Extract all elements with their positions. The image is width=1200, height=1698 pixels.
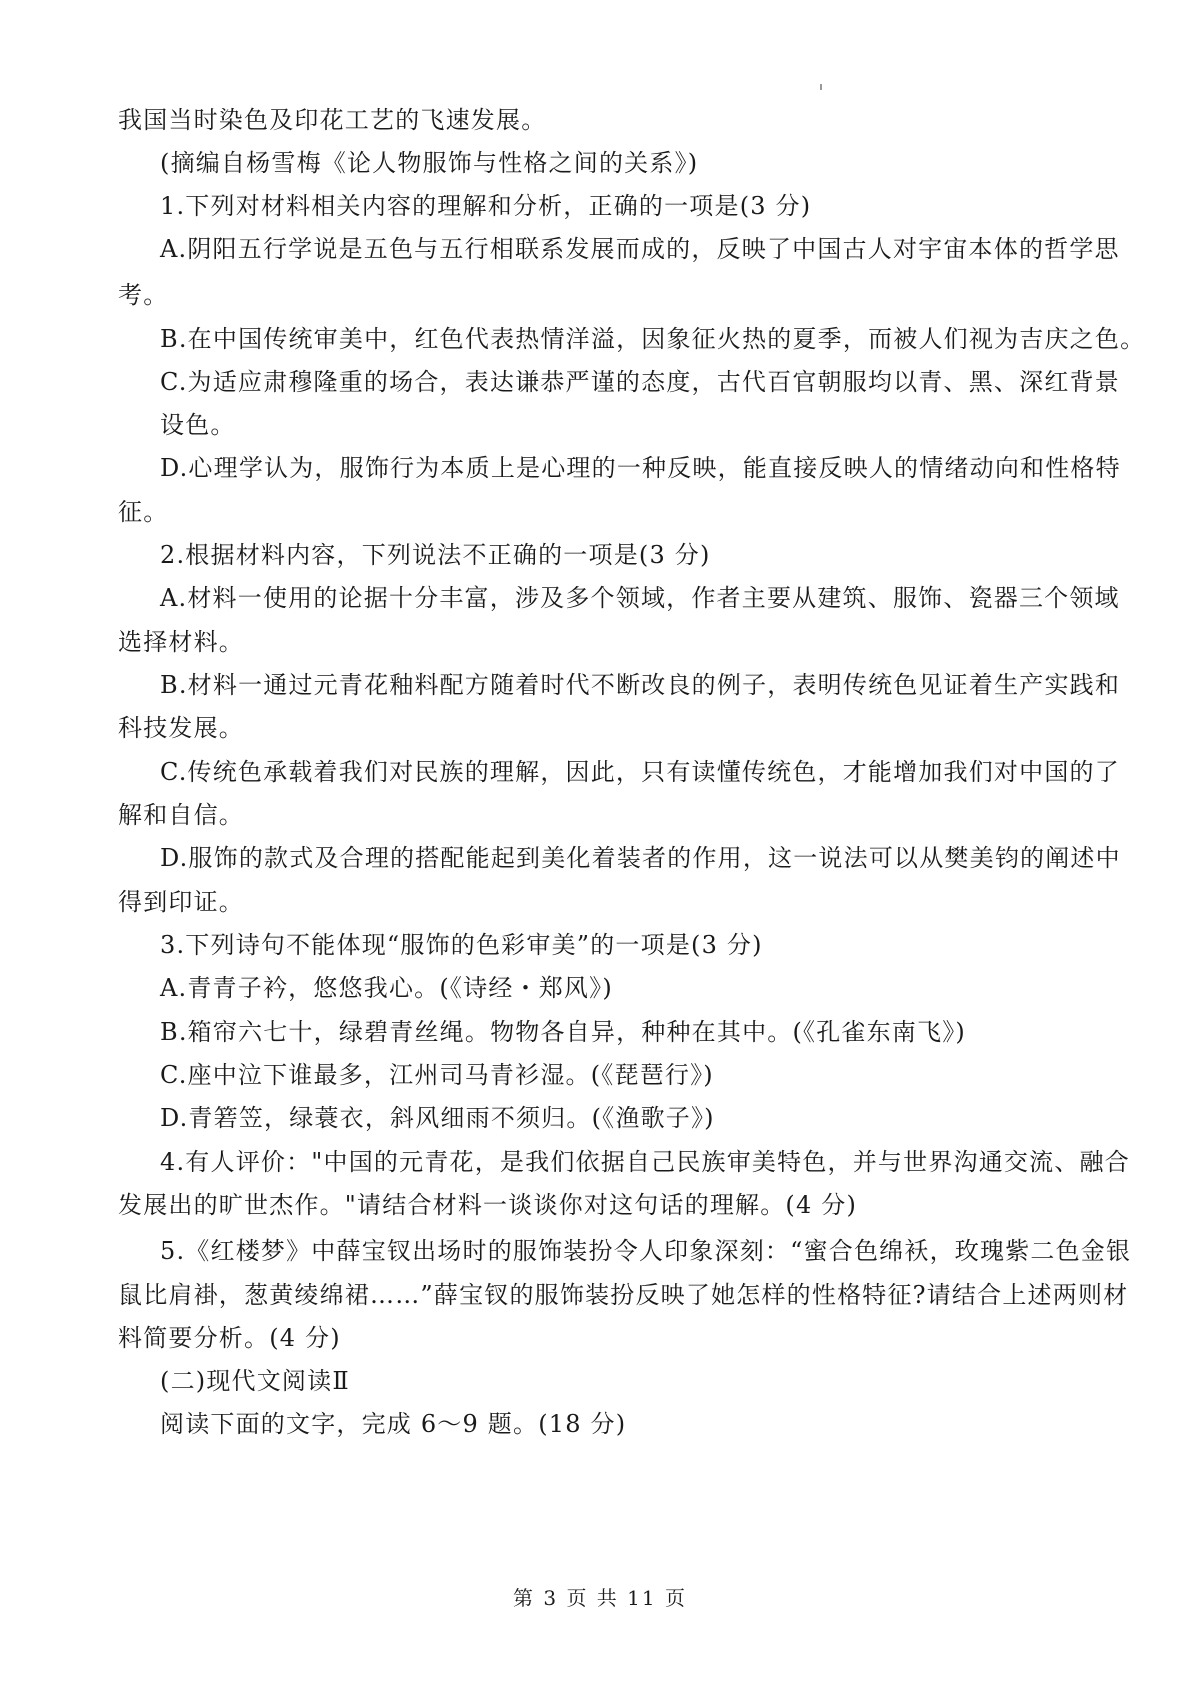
question-2-stem: 2.根据材料内容，下列说法不正确的一项是(3 分) xyxy=(160,541,711,569)
text-line: 我国当时染色及印花工艺的飞速发展。 xyxy=(118,106,547,134)
page-footer: 第 3 页 共 11 页 xyxy=(513,1586,687,1610)
question-5-stem-cont: 鼠比肩褂，葱黄绫绵裙……”薛宝钗的服饰装扮反映了她怎样的性格特征?请结合上述两则材 xyxy=(118,1281,1129,1309)
question-3-option-c: C.座中泣下谁最多，江州司马青衫湿。(《琵琶行》) xyxy=(160,1061,714,1089)
question-2-option-c: C.传统色承载着我们对民族的理解，因此，只有读懂传统色，才能增加我们对中国的了 xyxy=(160,758,1120,786)
question-2-option-c-cont: 解和自信。 xyxy=(118,801,244,829)
question-2-option-b: B.材料一通过元青花釉料配方随着时代不断改良的例子，表明传统色见证着生产实践和 xyxy=(160,671,1121,699)
question-1-option-a-cont: 考。 xyxy=(118,281,169,309)
question-1-option-d: D.心理学认为，服饰行为本质上是心理的一种反映，能直接反映人的情绪动向和性格特 xyxy=(160,454,1121,482)
question-1-option-b: B.在中国传统审美中，红色代表热情洋溢，因象征火热的夏季，而被人们视为吉庆之色。 xyxy=(160,325,1146,353)
question-3-option-a: A.青青子衿，悠悠我心。(《诗经・郑风》) xyxy=(160,974,613,1002)
question-1-option-c-cont: 设色。 xyxy=(160,411,236,439)
section-instruction: 阅读下面的文字，完成 6～9 题。(18 分) xyxy=(160,1410,627,1438)
question-1-option-d-cont: 征。 xyxy=(118,498,169,526)
question-2-option-a-cont: 选择材料。 xyxy=(118,628,244,656)
question-3-option-d: D.青箬笠，绿蓑衣，斜风细雨不须归。(《渔歌子》) xyxy=(160,1104,715,1132)
question-1-option-a: A.阴阳五行学说是五色与五行相联系发展而成的，反映了中国古人对宇宙本体的哲学思 xyxy=(160,235,1120,263)
question-2-option-b-cont: 科技发展。 xyxy=(118,714,244,742)
section-heading: (二)现代文阅读Ⅱ xyxy=(160,1367,350,1395)
question-5-stem-cont-2: 料简要分析。(4 分) xyxy=(118,1324,341,1352)
question-3-option-b: B.箱帘六七十，绿碧青丝绳。物物各自异，种种在其中。(《孔雀东南飞》) xyxy=(160,1018,966,1046)
question-5-stem: 5.《红楼梦》中薛宝钗出场时的服饰装扮令人印象深刻：“蜜合色绵袄，玫瑰紫二色金银 xyxy=(160,1237,1132,1265)
scan-mark xyxy=(820,84,822,90)
question-3-stem: 3.下列诗句不能体现“服饰的色彩审美”的一项是(3 分) xyxy=(160,931,763,959)
question-2-option-d: D.服饰的款式及合理的搭配能起到美化着装者的作用，这一说法可以从樊美钧的阐述中 xyxy=(160,844,1121,872)
question-2-option-a: A.材料一使用的论据十分丰富，涉及多个领域，作者主要从建筑、服饰、瓷器三个领域 xyxy=(160,584,1120,612)
question-1-option-c: C.为适应肃穆隆重的场合，表达谦恭严谨的态度，古代百官朝服均以青、黑、深红背景 xyxy=(160,368,1120,396)
question-1-stem: 1.下列对材料相关内容的理解和分析，正确的一项是(3 分) xyxy=(160,192,812,220)
question-4-stem-cont: 发展出的旷世杰作。"请结合材料一谈谈你对这句话的理解。(4 分) xyxy=(118,1191,858,1219)
question-2-option-d-cont: 得到印证。 xyxy=(118,888,244,916)
question-4-stem: 4.有人评价："中国的元青花，是我们依据自己民族审美特色，并与世界沟通交流、融合 xyxy=(160,1148,1130,1176)
source-citation: (摘编自杨雪梅《论人物服饰与性格之间的关系》) xyxy=(160,149,699,177)
